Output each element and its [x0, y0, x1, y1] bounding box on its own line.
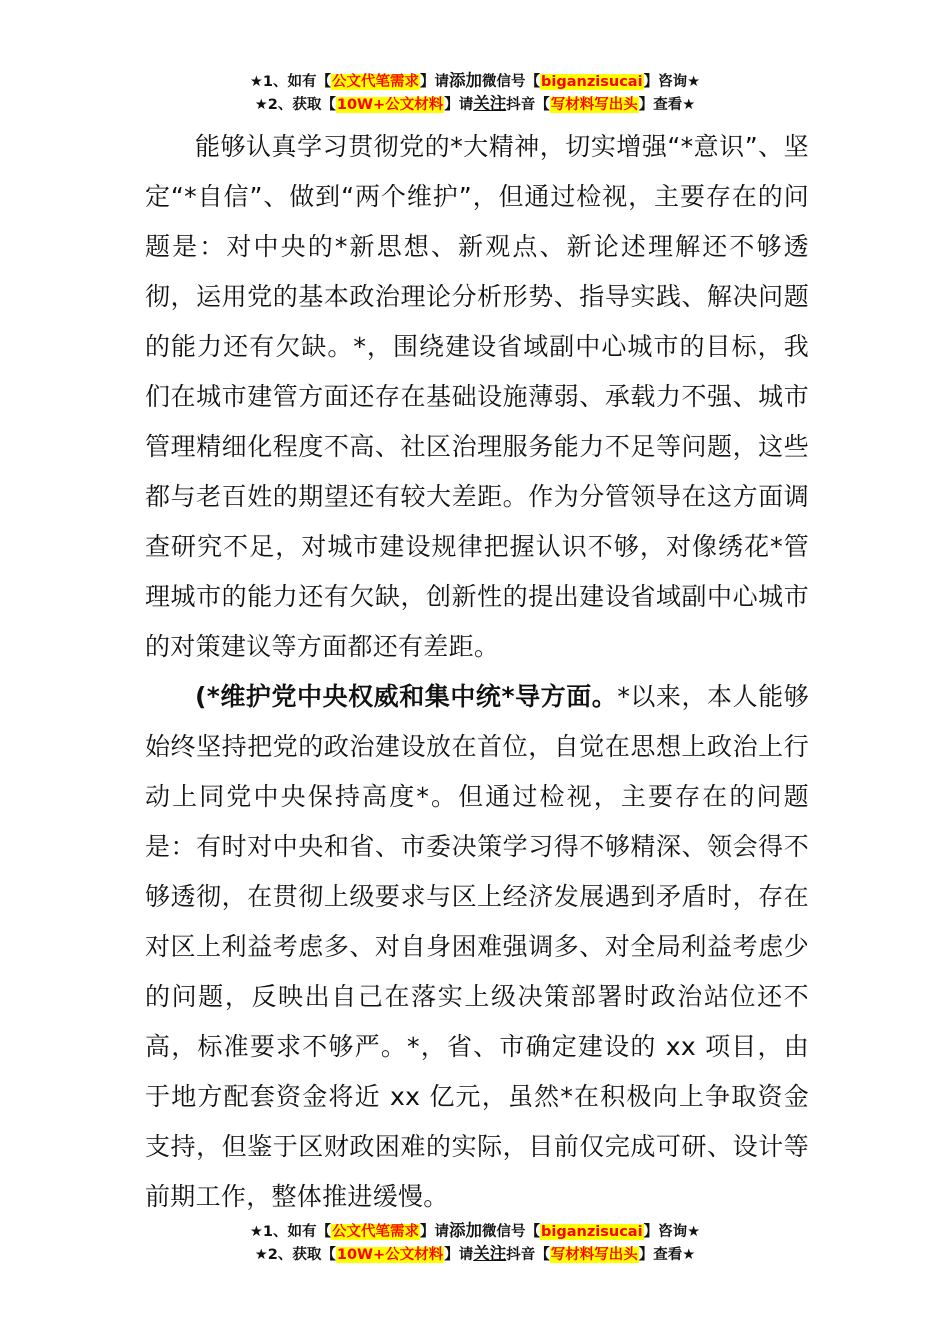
- header-line-2-suffix: 】查看★: [638, 97, 696, 113]
- footer-banner: [0, 1220, 950, 1266]
- footer-line-2-mid: 】请: [444, 1247, 474, 1263]
- header-line-2-highlight-materials: 10W+公文材料: [336, 97, 444, 113]
- header-line-2: [0, 93, 950, 116]
- footer-line-2-suffix: 】查看★: [638, 1247, 696, 1263]
- paragraph-2: [145, 672, 809, 1222]
- footer-line-1-highlight-wechat: biganzisucai: [541, 1224, 643, 1240]
- footer-line-2-highlight-douyin: 写材料写出头: [550, 1247, 638, 1263]
- footer-line-2-mid-b: 抖音【: [506, 1247, 550, 1263]
- footer-line-2-highlight-materials: 10W+公文材料: [336, 1247, 444, 1263]
- header-line-1-prefix: ★1、如有【: [249, 74, 332, 90]
- header-line-2-mid: 】请: [444, 97, 474, 113]
- paragraph-2-heading: (*维护党中央权威和集中统*导方面。: [195, 682, 618, 711]
- footer-line-1-highlight-service: 公文代笔需求: [332, 1224, 420, 1240]
- footer-line-1-mid: 】请: [420, 1224, 450, 1240]
- footer-line-1-prefix: ★1、如有【: [249, 1224, 332, 1240]
- header-line-1-highlight-wechat: biganzisucai: [541, 74, 643, 90]
- header-line-1-mid: 】请: [420, 74, 450, 90]
- paragraph-2-text: *以来，本人能够始终坚持把党的政治建设放在首位，自觉在思想上政治上行动上同党中央保持高度*。但通过检视，主要存在的问题是：有时对中央和省、市委决策学习得不够精深、领会得不够透彻，在贯彻上级要求与区上经济发展遇到矛盾时，存在对区上利益考虑多、对自身困难强调多、对全局利益考虑少的问题，反映出自己在落实上级决策部署时政治站位还不高，标准要求不够严。*，省、市确定建设的 xx 项目，由于地方配套资金将近 xx 亿元，虽然*在积极向上争取资金支持，但鉴于区财政困难的实际，目前仅完成可研、设计等前期工作，整体推进缓慢。: [145, 682, 809, 1211]
- footer-line-2: [0, 1243, 950, 1266]
- footer-line-2-prefix: ★2、获取【: [254, 1247, 336, 1263]
- footer-line-2-emphasis: 关注: [473, 1244, 507, 1263]
- document-body: [145, 122, 809, 1222]
- header-banner: [0, 70, 950, 116]
- header-line-1: [0, 70, 950, 93]
- footer-line-1-emphasis: 添加: [449, 1221, 483, 1240]
- header-line-2-emphasis: 关注: [473, 94, 507, 113]
- footer-line-1-suffix: 】咨询★: [643, 1224, 701, 1240]
- header-line-2-prefix: ★2、获取【: [254, 97, 336, 113]
- header-line-2-highlight-douyin: 写材料写出头: [550, 97, 638, 113]
- header-line-1-mid-b: 微信号【: [482, 74, 541, 90]
- footer-line-1: [0, 1220, 950, 1243]
- header-line-1-highlight-service: 公文代笔需求: [332, 74, 420, 90]
- footer-line-1-mid-b: 微信号【: [482, 1224, 541, 1240]
- paragraph-1: 能够认真学习贯彻党的*大精神，切实增强“*意识”、坚定“*自信”、做到“两个维护”，但通过检视，主要存在的问题是：对中央的*新思想、新观点、新论述理解还不够透彻，运用党的基本政治理论分析形势、指导实践、解决问题的能力还有欠缺。*，围绕建设省域副中心城市的目标，我们在城市建管方面还存在基础设施薄弱、承载力不强、城市管理精细化程度不高、社区治理服务能力不足等问题，这些都与老百姓的期望还有较大差距。作为分管领导在这方面调查研究不足，对城市建设规律把握认识不够，对像绣花*管理城市的能力还有欠缺，创新性的提出建设省域副中心城市的对策建议等方面都还有差距。: [145, 132, 809, 661]
- header-line-1-suffix: 】咨询★: [643, 74, 701, 90]
- header-line-2-mid-b: 抖音【: [506, 97, 550, 113]
- header-line-1-emphasis: 添加: [449, 71, 483, 90]
